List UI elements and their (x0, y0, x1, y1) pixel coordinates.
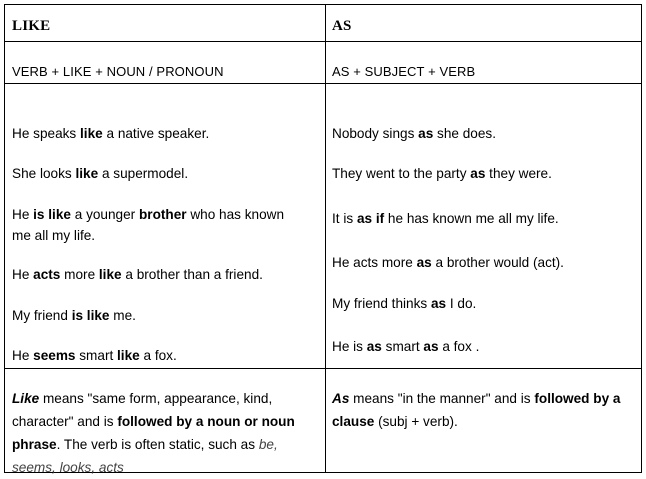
as-description-run-2: means "in the manner" and is (349, 391, 535, 406)
as-description-run-1: As (332, 391, 350, 406)
like-description-text (12, 387, 318, 479)
like-description-run-1: Like (12, 391, 40, 406)
like-description-run-3: followed by a noun or noun phrase (12, 414, 295, 452)
like-example-1-run-2: like (80, 126, 103, 141)
like-example-5-run-3: me. (109, 308, 136, 323)
like-description-run-5: be, seems, looks, acts (12, 437, 278, 475)
header-as: AS (332, 18, 352, 34)
as-example-6-run-3: smart (381, 339, 424, 354)
like-example-4-run-4: like (98, 267, 122, 282)
like-example-3-run-2: is like (33, 207, 71, 222)
as-example-2-run-3: they were. (485, 166, 552, 181)
formula-like: VERB + LIKE + NOUN / PRONOUN (12, 64, 224, 79)
like-example-3-run-3: a younger (70, 207, 139, 222)
as-example-4-run-3: a brother would (act). (431, 255, 564, 270)
like-example-5 (12, 305, 312, 326)
as-example-3-run-1: It is (332, 211, 357, 226)
like-example-1-run-1: He speaks (12, 126, 81, 141)
like-example-6-run-3: smart (75, 348, 118, 363)
like-example-3-run-1: He (12, 207, 34, 222)
as-example-3 (332, 208, 632, 229)
as-example-6-run-1: He is (332, 339, 367, 354)
like-example-5-run-2: is like (71, 308, 110, 323)
like-example-5-run-1: My friend (12, 308, 72, 323)
like-example-2-run-3: a supermodel. (98, 166, 189, 181)
as-example-2-run-2: as (470, 166, 486, 181)
like-description-run-2: means "same form, appearance, kind, character" and is (12, 391, 273, 429)
as-example-5-run-2: as (430, 296, 447, 311)
as-example-2-run-1: They went to the party (332, 166, 471, 181)
like-example-6-run-5: a fox. (139, 348, 177, 363)
like-example-6 (12, 345, 312, 366)
as-description-text (332, 387, 632, 433)
like-description-run-4: . The verb is often static, such as (56, 437, 259, 452)
as-example-4-run-2: as (416, 255, 432, 270)
as-example-5 (332, 293, 632, 314)
as-example-3-run-2: as if (356, 211, 385, 226)
as-example-2 (332, 163, 632, 184)
like-example-3-run-4: brother (138, 207, 187, 222)
as-example-5-run-1: My friend thinks (332, 296, 431, 311)
like-example-4-run-3: more (60, 267, 99, 282)
as-example-6-run-5: a fox . (438, 339, 480, 354)
as-description-run-4: (subj + verb). (374, 414, 458, 429)
header-like: LIKE (12, 18, 51, 34)
as-example-1-run-2: as (418, 126, 434, 141)
like-example-6-run-2: seems (33, 348, 76, 363)
like-example-1 (12, 123, 312, 144)
as-example-4 (332, 252, 632, 273)
like-vs-as-table (4, 4, 642, 473)
as-description-run-3: followed by a clause (332, 391, 621, 429)
like-example-4-run-2: acts (33, 267, 61, 282)
as-example-3-run-3: he has known me all my life. (384, 211, 559, 226)
as-description (332, 387, 632, 433)
as-example-4-run-1: He acts more (332, 255, 417, 270)
as-example-1-run-3: she does. (433, 126, 497, 141)
as-example-6-run-4: as (423, 339, 439, 354)
as-example-5-run-3: I do. (446, 296, 477, 311)
like-example-4 (12, 264, 312, 285)
column-divider (325, 5, 326, 472)
like-example-4-run-5: a brother than a friend. (121, 267, 263, 282)
like-example-2-run-2: like (75, 166, 99, 181)
header-divider (5, 41, 641, 42)
examples-divider (5, 368, 641, 369)
formula-divider (5, 83, 641, 84)
like-example-3 (12, 204, 292, 246)
like-example-6-run-1: He (12, 348, 34, 363)
formula-as: AS + SUBJECT + VERB (332, 64, 476, 79)
like-example-2-run-1: She looks (12, 166, 76, 181)
like-example-4-run-1: He (12, 267, 34, 282)
like-description (12, 387, 318, 479)
as-example-1-run-1: Nobody sings (332, 126, 419, 141)
as-example-6 (332, 336, 632, 357)
as-examples (332, 117, 632, 367)
as-example-6-run-2: as (366, 339, 382, 354)
like-examples (12, 117, 312, 367)
like-example-6-run-4: like (117, 348, 140, 363)
like-example-2 (12, 163, 312, 184)
like-example-1-run-3: a native speaker. (102, 126, 210, 141)
as-example-1 (332, 123, 632, 144)
like-example-3-run-5: who has known me all my life. (12, 207, 285, 243)
